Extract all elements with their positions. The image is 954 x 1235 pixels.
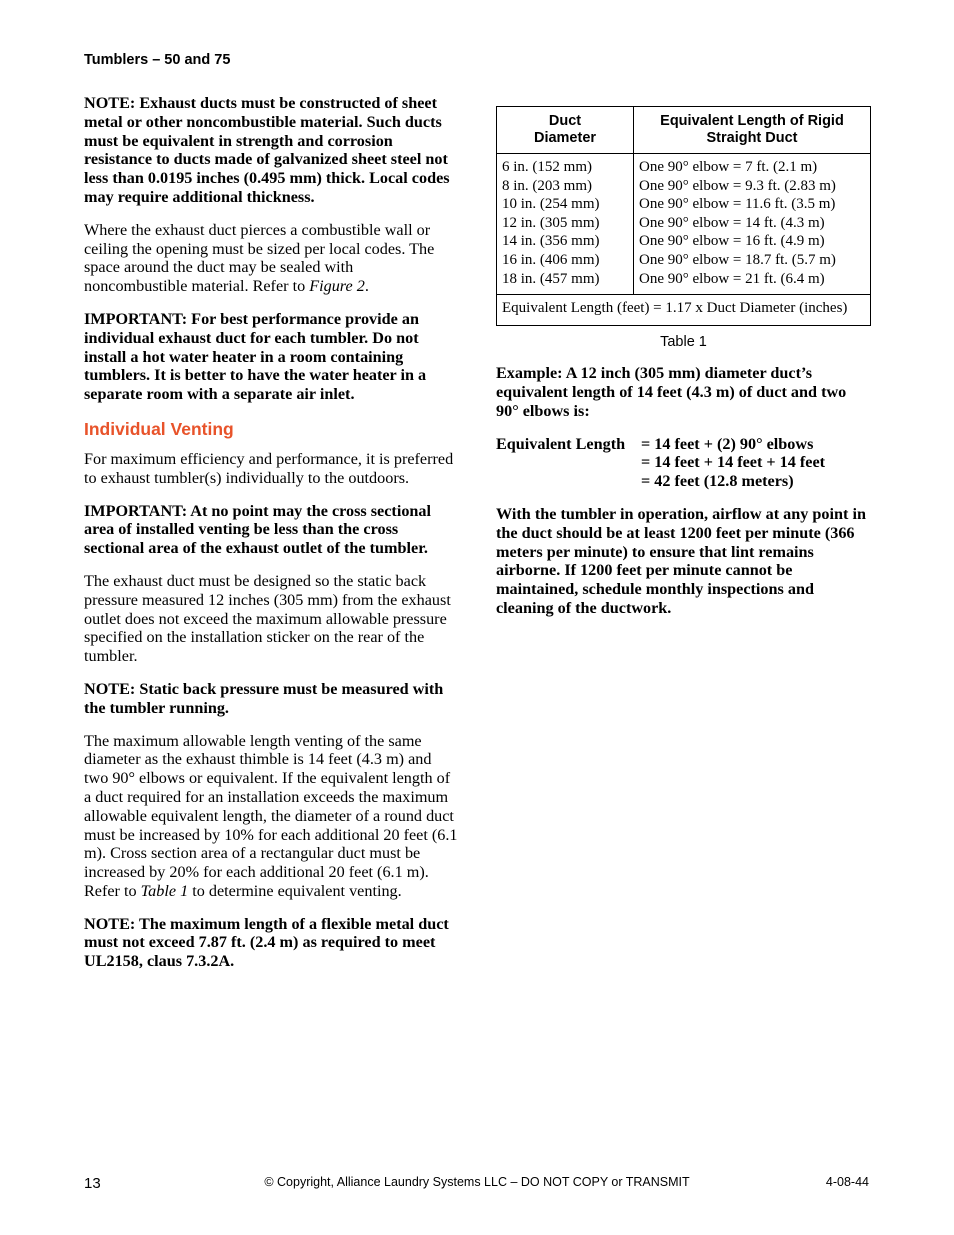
equation-line: = 14 feet + 14 feet + 14 feet <box>641 453 826 472</box>
important-individual-duct: IMPORTANT: For best performance provide an individual exhaust duct for each tumbler. Do not install a hot water heater in a room containing tumblers. It is better to have the water heater in a separate room with a separate air inlet. <box>84 309 427 404</box>
airflow-paragraph: With the tumbler in operation, airflow at any point in the duct should be at least 1200 feet per minute (366 meters per minute) to ensure that lint remains airborne. If 1200 feet per minute cannot be maintained, schedule monthly inspections and cleaning of the ductwork. <box>496 504 866 617</box>
equation-line: = 42 feet (12.8 meters) <box>641 472 794 491</box>
paragraph-text-end: . <box>364 277 369 296</box>
page-number: 13 <box>84 1175 101 1192</box>
equivalent-length-table <box>496 106 871 326</box>
header-line: Equivalent Length of Rigid <box>660 113 844 129</box>
length-value: One 90° elbow = 16 ft. (4.9 m) <box>639 233 825 250</box>
diameter-cell <box>497 154 634 295</box>
document-number: 4-08-44 <box>825 1175 869 1189</box>
section-title: Individual Venting <box>84 418 234 439</box>
paragraph-back-pressure: The exhaust duct must be designed so the static back pressure measured 12 inches (305 mm) from the exhaust outlet does not exceed the maximum allowable pressure specified on the installation sticker on the rear of the tumbler. <box>84 571 451 666</box>
important-cross-section: IMPORTANT: At no point may the cross sectional area of installed venting be less than the cross sectional area of the exhaust outlet of the tumbler. <box>84 501 432 558</box>
table-formula-row <box>497 295 871 326</box>
copyright-notice: © Copyright, Alliance Laundry Systems LLC – DO NOT COPY or TRANSMIT <box>264 1175 690 1189</box>
note-flexible-duct: NOTE: The maximum length of a flexible metal duct must not exceed 7.87 ft. (2.4 m) as required to meet UL2158, claus 7.3.2A. <box>84 914 449 971</box>
diameter-value: 18 in. (457 mm) <box>502 270 600 287</box>
diameter-value: 14 in. (356 mm) <box>502 233 600 250</box>
paragraph-text-end: to determine equivalent venting. <box>188 881 402 900</box>
length-value: One 90° elbow = 18.7 ft. (5.7 m) <box>639 251 836 268</box>
diameter-value: 16 in. (406 mm) <box>502 251 600 268</box>
table-reference: Table 1 <box>140 881 189 900</box>
equation-block <box>496 435 871 491</box>
length-cell <box>634 154 871 295</box>
table-body-row <box>497 154 871 295</box>
paragraph-efficiency: For maximum efficiency and performance, it is preferred to exhaust tumbler(s) individually to the outdoors. <box>84 449 454 487</box>
running-header: Tumblers – 50 and 75 <box>84 52 231 68</box>
diameter-value: 10 in. (254 mm) <box>502 196 600 213</box>
equation-spacer <box>496 453 641 472</box>
table-caption: Table 1 <box>660 334 707 351</box>
column-header-diameter <box>497 107 634 154</box>
header-line: Duct <box>548 113 582 129</box>
equation-spacer <box>496 472 641 491</box>
example-paragraph: Example: A 12 inch (305 mm) diameter duct’s equivalent length of 14 feet (4.3 m) of duct and two 90° elbows is: <box>496 364 847 420</box>
note-static-pressure: NOTE: Static back pressure must be measured with the tumbler running. <box>84 679 444 717</box>
length-value: One 90° elbow = 11.6 ft. (3.5 m) <box>639 196 836 213</box>
formula-cell: Equivalent Length (feet) = 1.17 x Duct Diameter (inches) <box>497 295 871 326</box>
length-value: One 90° elbow = 7 ft. (2.1 m) <box>639 159 818 175</box>
paragraph-max-length <box>84 732 458 901</box>
equation-label: Equivalent Length <box>496 434 626 453</box>
equation-line: = 14 feet + (2) 90° elbows <box>641 434 814 453</box>
right-column <box>496 106 871 632</box>
table-header-row <box>497 107 871 154</box>
column-header-length <box>634 107 871 154</box>
diameter-value: 8 in. (203 mm) <box>502 177 592 194</box>
header-line: Diameter <box>533 129 597 146</box>
figure-reference: Figure 2 <box>309 277 365 296</box>
length-value: One 90° elbow = 9.3 ft. (2.83 m) <box>639 177 836 194</box>
left-column <box>84 94 458 985</box>
length-value: One 90° elbow = 21 ft. (6.4 m) <box>639 270 825 287</box>
diameter-value: 6 in. (152 mm) <box>502 159 592 175</box>
diameter-value: 12 in. (305 mm) <box>502 214 600 231</box>
paragraph-text: Where the exhaust duct pierces a combustible wall or ceiling the opening must be sized per local codes. The space around the duct may be sealed with noncombustible material. Refer to <box>84 220 435 296</box>
paragraph-wall-opening <box>84 221 458 296</box>
paragraph-text: The maximum allowable length venting of the same diameter as the exhaust thimble is 14 feet (4.3 m) and two 90° elbows or equivalent. If the equivalent length of a duct required for an installation exceeds the maximum allowable equivalent length, the diameter of a round duct must be increased by 10% for each additional 20 feet (6.1 m). Cross section area of a rectangular duct must be increased by 20% for each additional 20 feet (6.1 m). Refer to <box>84 731 458 900</box>
note-duct-material: NOTE: Exhaust ducts must be constructed of sheet metal or other noncombustible material. Such ducts must be equivalent in strength and corrosion resistance to ducts made of galvanized sheet steel not less than 0.0195 inches (0.495 mm) thick. Local codes may require additional thickness. <box>84 94 450 206</box>
length-value: One 90° elbow = 14 ft. (4.3 m) <box>639 214 825 231</box>
header-line: Straight Duct <box>706 129 798 146</box>
